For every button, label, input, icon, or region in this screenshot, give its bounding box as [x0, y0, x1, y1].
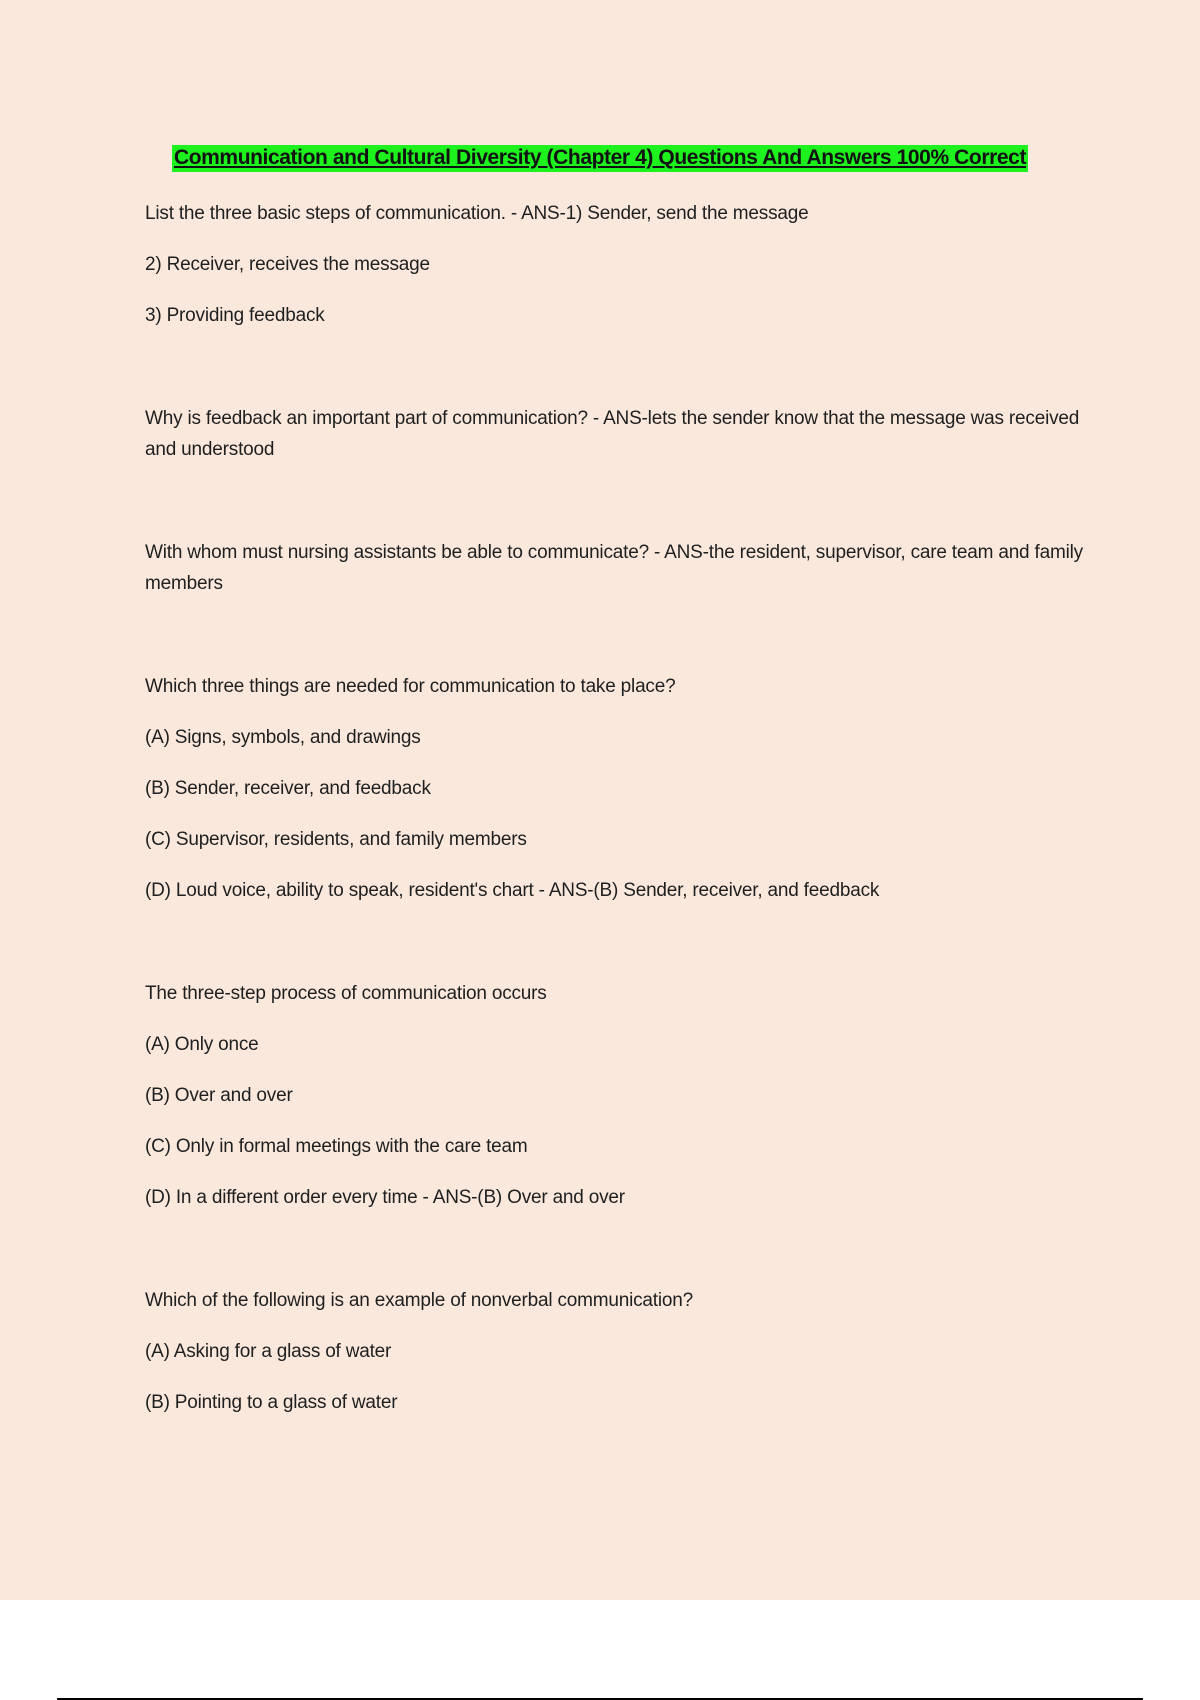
title-container — [0, 145, 1200, 172]
question-block-2 — [145, 403, 1095, 465]
question-text: Which of the following is an example of nonverbal communication? — [145, 1290, 693, 1311]
question-text: List the three basic steps of communication. - ANS-1) Sender, send the message — [145, 203, 809, 224]
document-body — [145, 198, 1095, 1418]
question-block-5 — [145, 978, 1095, 1213]
question-block-6 — [145, 1285, 1095, 1418]
answer-option: (B) Over and over — [145, 1085, 293, 1106]
answer-option: (C) Supervisor, residents, and family members — [145, 829, 527, 850]
question-text: Which three things are needed for communication to take place? — [145, 676, 676, 697]
answer-option: (A) Signs, symbols, and drawings — [145, 727, 421, 748]
answer-option: (D) In a different order every time - ANS-(B) Over and over — [145, 1187, 625, 1208]
question-text: With whom must nursing assistants be able to communicate? - ANS-the resident, supervisor, care team and family members — [145, 542, 1083, 594]
question-text: The three-step process of communication occurs — [145, 983, 547, 1004]
answer-option: (A) Asking for a glass of water — [145, 1341, 392, 1362]
answer-option: (B) Pointing to a glass of water — [145, 1392, 398, 1413]
answer-option: (A) Only once — [145, 1034, 259, 1055]
question-block-1 — [145, 198, 1095, 331]
answer-option: (B) Sender, receiver, and feedback — [145, 778, 431, 799]
question-block-3 — [145, 537, 1095, 599]
question-block-4 — [145, 671, 1095, 906]
question-text: Why is feedback an important part of communication? - ANS-lets the sender know that the message was received and understood — [145, 408, 1080, 460]
answer-option: (D) Loud voice, ability to speak, resident's chart - ANS-(B) Sender, receiver, and feedback — [145, 880, 880, 901]
answer-step: 3) Providing feedback — [145, 305, 325, 326]
answer-option: (C) Only in formal meetings with the care team — [145, 1136, 528, 1157]
answer-step: 2) Receiver, receives the message — [145, 254, 430, 275]
document-title: Communication and Cultural Diversity (Chapter 4) Questions And Answers 100% Correct — [172, 145, 1028, 172]
